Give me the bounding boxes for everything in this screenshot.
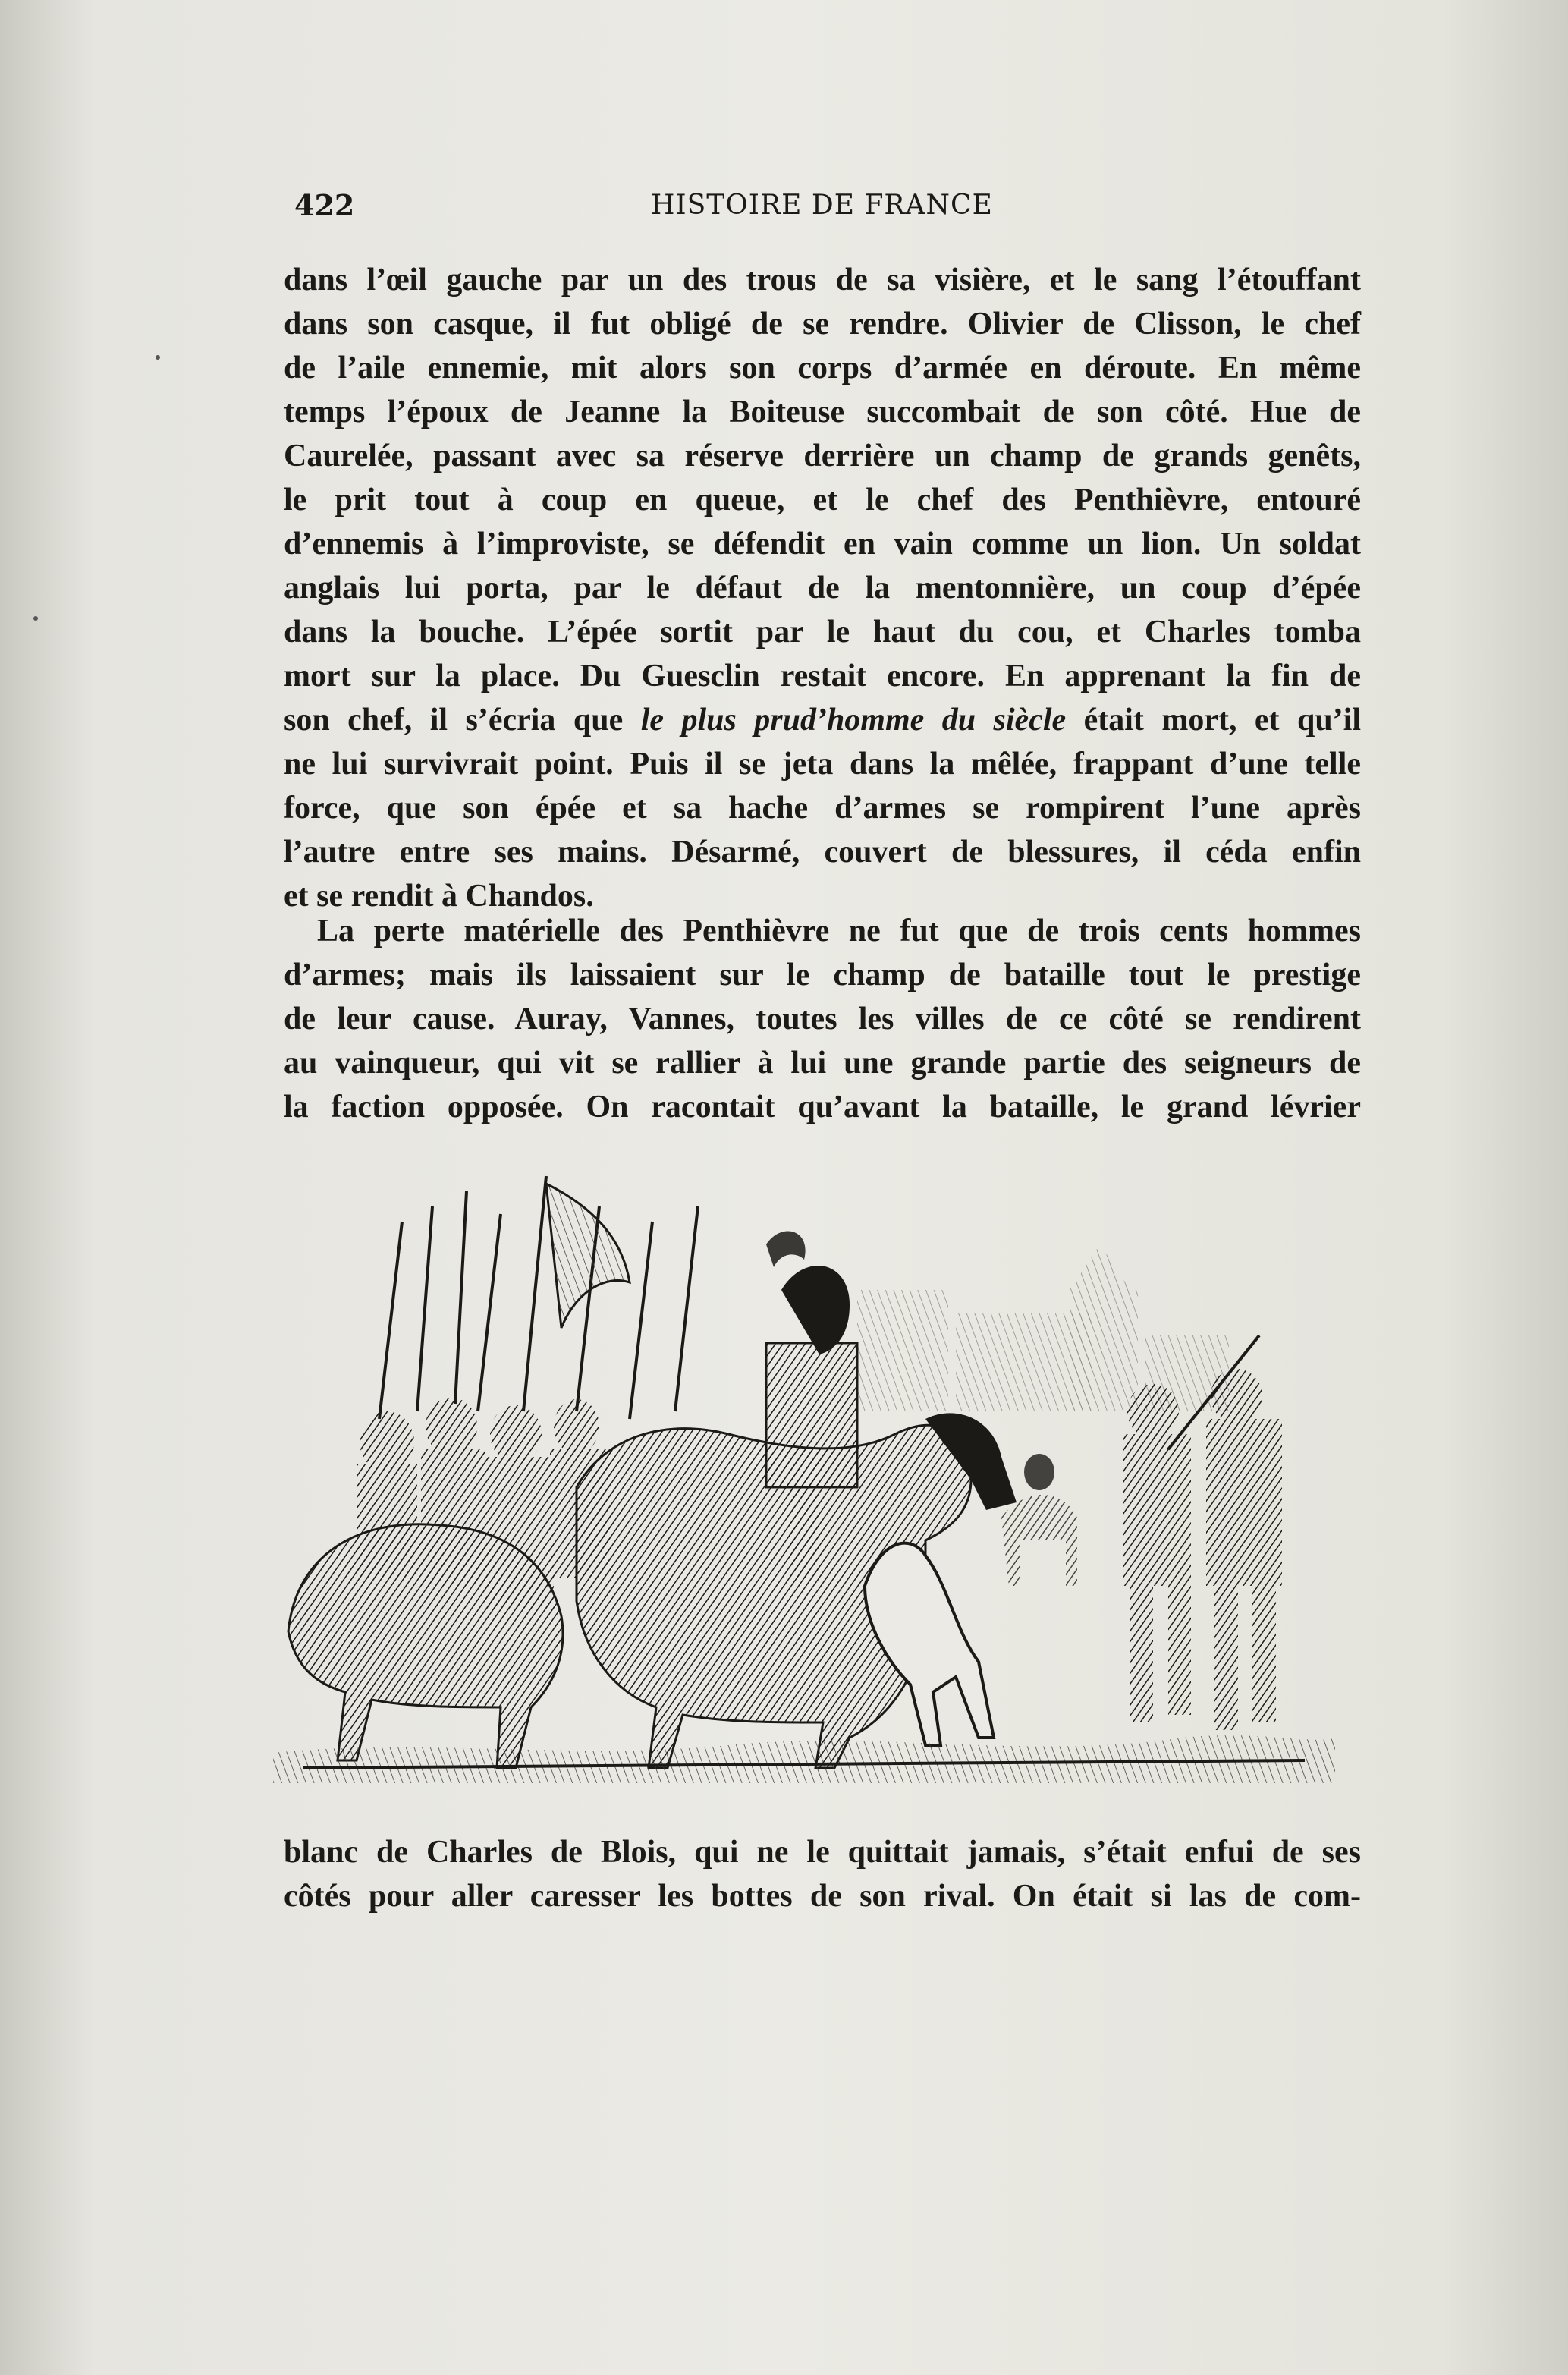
page-number: 422 — [294, 188, 355, 222]
text-line: le prit tout à coup en queue, et le chef des Penthièvre, entouré — [284, 483, 1361, 517]
text-line: côtés pour aller caresser les bottes de son rival. On était si las de com- — [284, 1879, 1361, 1914]
running-title: HISTOIRE DE FRANCE — [651, 190, 993, 221]
text-line: ne lui survivrait point. Puis il se jeta dans la mêlée, frappant d’une telle — [284, 747, 1361, 782]
text-line-with-italic — [284, 698, 1361, 742]
paper-speck — [33, 616, 38, 621]
soldiers-right — [1123, 1369, 1282, 1730]
text-fragment: était mort, et qu’il — [1066, 703, 1362, 738]
text-line: mort sur la place. Du Guesclin restait encore. En apprenant la fin de — [284, 659, 1361, 694]
horse-left — [288, 1524, 563, 1768]
engraving-knights-and-horses — [273, 1161, 1335, 1783]
text-line: dans l’œil gauche par un des trous de sa visière, et le sang l’étouffant — [284, 263, 1361, 297]
greyhound — [865, 1543, 994, 1745]
paragraph-1 — [284, 258, 1361, 918]
text-line: Caurelée, passant avec sa réserve derrière un champ de grands genêts, — [284, 439, 1361, 473]
town-background — [857, 1244, 1229, 1411]
text-line: au vainqueur, qui vit se rallier à lui une grande partie des seigneurs de — [284, 1046, 1361, 1081]
text-line: temps l’époux de Jeanne la Boiteuse succombait de son côté. Hue de — [284, 395, 1361, 429]
text-line: anglais lui porta, par le défaut de la mentonnière, un coup d’épée — [284, 571, 1361, 606]
text-line: force, que son épée et sa hache d’armes se rompirent l’une après — [284, 791, 1361, 826]
paragraph-2 — [284, 909, 1361, 1129]
italic-quote: le plus prud’homme du siècle — [640, 703, 1067, 738]
text-line: La perte matérielle des Penthièvre ne fut que de trois cents hommes — [317, 914, 1361, 948]
text-line: la faction opposée. On racontait qu’avant la bataille, le grand lévrier — [284, 1090, 1361, 1125]
text-line: d’ennemis à l’improviste, se défendit en vain comme un lion. Un soldat — [284, 527, 1361, 562]
text-line: l’autre entre ses mains. Désarmé, couvert de blessures, il céda enfin — [284, 835, 1361, 870]
text-line: dans la bouche. L’épée sortit par le haut du cou, et Charles tomba — [284, 615, 1361, 650]
text-line: d’armes; mais ils laissaient sur le champ de bataille tout le prestige — [284, 958, 1361, 992]
paragraph-3 — [284, 1830, 1361, 1918]
text-line: de leur cause. Auray, Vannes, toutes les villes de ce côté se rendirent — [284, 1002, 1361, 1037]
paper-speck — [156, 355, 160, 360]
distant-riders — [1001, 1454, 1077, 1586]
text-line: blanc de Charles de Blois, qui ne le quittait jamais, s’était enfui de ses — [284, 1835, 1361, 1870]
text-fragment: son chef, il s’écria que — [284, 703, 641, 738]
text-line: et se rendit à Chandos. — [284, 879, 594, 914]
engraving-illustration — [273, 1161, 1335, 1783]
text-line: dans son casque, il fut obligé de se rendre. Olivier de Clisson, le chef — [284, 307, 1361, 341]
text-line: de l’aile ennemie, mit alors son corps d’armée en déroute. En même — [284, 351, 1361, 385]
